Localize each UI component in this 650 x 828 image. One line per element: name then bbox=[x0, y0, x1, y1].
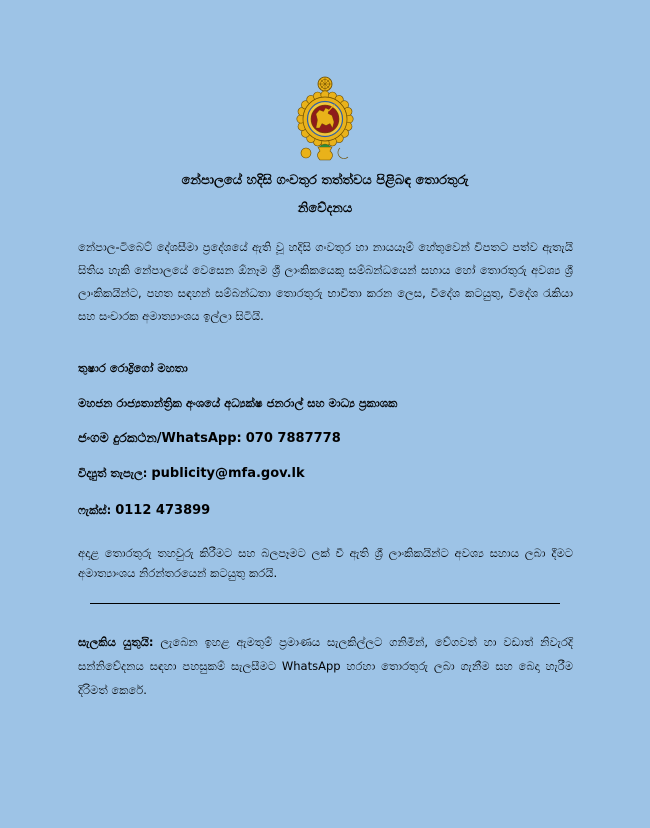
contact-fax bbox=[78, 501, 573, 520]
divider-line bbox=[90, 603, 560, 604]
document-subtitle: නිවේදනය bbox=[297, 201, 353, 216]
contact-email bbox=[78, 464, 573, 483]
fax-label: ෆැක්ස්: bbox=[78, 503, 112, 517]
contact-position: මහජන රාජ්‍යතාන්ත්‍රික අංශයේ අධ්‍යක්ෂ ජනරාල් සහ මාධ්‍ය ප්‍රකාශක bbox=[78, 396, 398, 410]
note-text: ලැබෙන ඉහළ ඇමතුම් ප්‍රමාණය සැලකිල්ලට ගනිමින්, වේගවත් හා වඩාත් නිවැරදි සන්නිවේදනය සඳහා පහසුකම් සැලසීමට WhatsApp හරහා තොරතුරු ලබා ගැනීම සහ බෙදා හැරීම දිරිමත් කෙරේ. bbox=[78, 635, 573, 697]
sun-icon bbox=[301, 148, 311, 158]
phone-label: ජංගම දුරකථන/WhatsApp: bbox=[78, 431, 242, 446]
document-title: නේපාලයේ හදිසි ගංවතුර තත්ත්වය පිළිබඳ තොරතුරු bbox=[181, 173, 469, 188]
fax-number: 0112 473899 bbox=[115, 503, 211, 518]
contact-phone bbox=[78, 429, 573, 448]
moon-icon bbox=[338, 148, 348, 159]
closing-paragraph: අදාළ තොරතුරු තහවුරු කිරීමට සහ බලපෑමට ලක් වී ඇති ශ්‍රී ලාංකිකයින්ට අවශ්‍ය සහාය ලබා දීමට අමාත්‍යාංශය නිරන්තරයෙන් කටයුතු කරයි. bbox=[78, 546, 573, 580]
contact-name: තුෂාර රොද්‍රිගෝ මහතා bbox=[78, 361, 188, 375]
national-emblem bbox=[296, 75, 354, 163]
vase-icon bbox=[318, 144, 333, 160]
email-label: විද්‍යුත් තැපැල: bbox=[78, 466, 148, 480]
note-paragraph bbox=[78, 630, 573, 702]
note-label: සැලකිය යුතුයි: bbox=[78, 635, 154, 649]
intro-paragraph: නේපාල-ටිබෙට් දේශසීමා ප්‍රදේශයේ ඇති වූ හදිසි ගංවතුර හා නායයෑම් හේතුවෙන් විපතට පත්ව ඇතැයි සිතිය හැකි නේපාලයේ වෙසෙන ඕනෑම ශ්‍රී ලාංකිකයෙකු සම්බන්ධයෙන් සහාය හෝ තොරතුරු අවශ්‍ය ශ්‍රී ලාංකිකයින්ට, පහත සඳහන් සම්බන්ධතා තොරතුරු භාවිතා කරන ලෙස, විදේශ කටයුතු, විදේශ රැකියා සහ සංචාරක අමාත්‍යාංශය ඉල්ලා සිටියි. bbox=[78, 240, 573, 323]
email-address: publicity@mfa.gov.lk bbox=[151, 466, 305, 481]
dharma-wheel-icon bbox=[318, 77, 332, 91]
phone-number: 070 7887778 bbox=[245, 431, 341, 446]
